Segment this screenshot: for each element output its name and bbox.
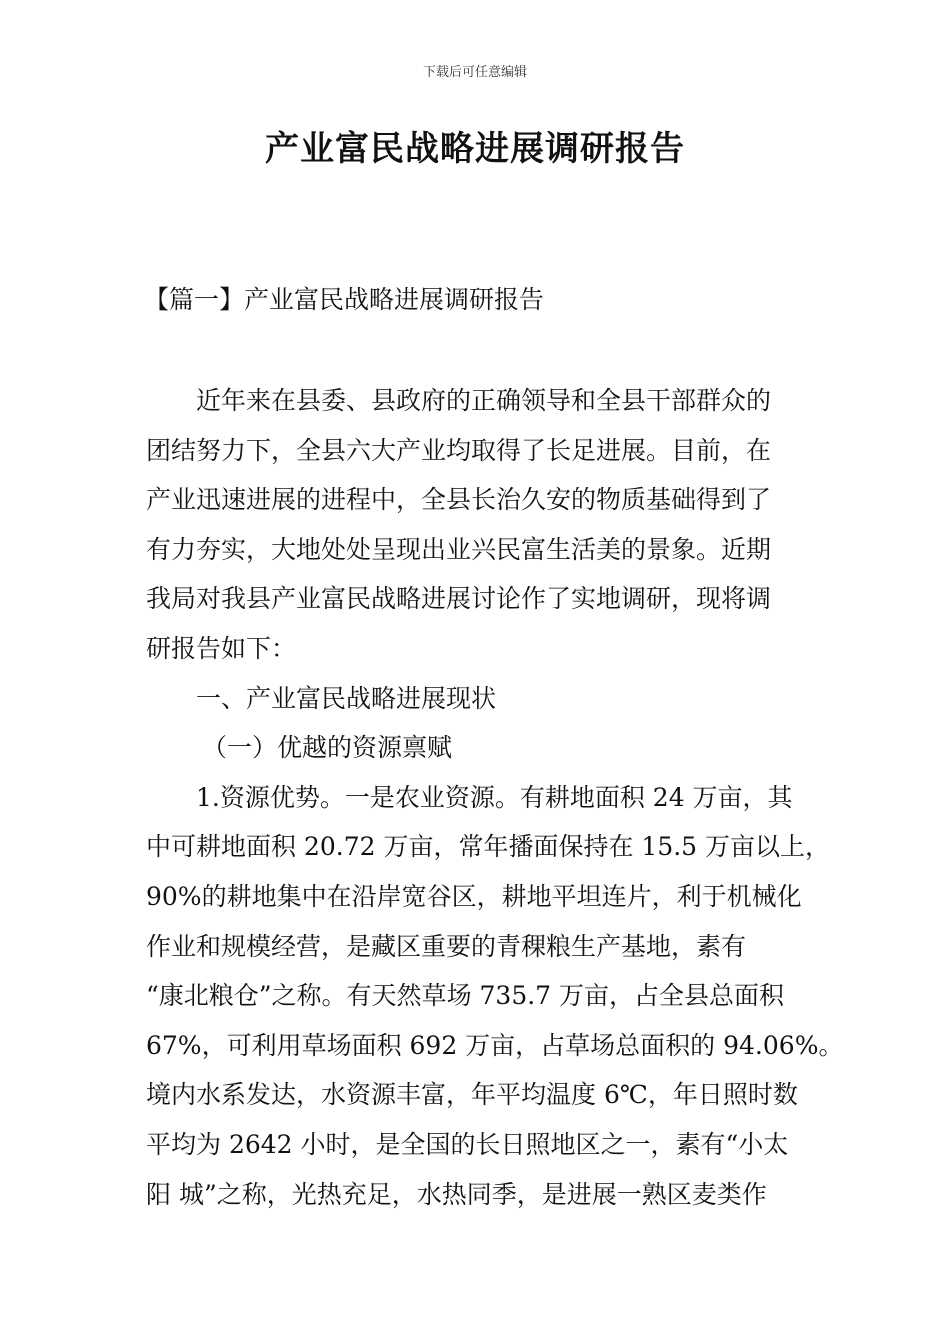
paragraph-line: 中可耕地面积 20.72 万亩，常年播面保持在 15.5 万亩以上， (146, 832, 831, 862)
header-note: 下载后可任意编辑 (422, 65, 527, 80)
subheading-level-2: （一）优越的资源禀赋 (202, 733, 453, 763)
paragraph-line: 1.资源优势。一是农业资源。有耕地面积 24 万亩，其 (196, 782, 793, 812)
paragraph-line: 近年来在县委、县政府的正确领导和全县干部群众的 (196, 386, 772, 415)
paragraph-line: 90%的耕地集中在沿岸宽谷区，耕地平坦连片，利于机械化 (146, 881, 802, 911)
document-title: 产业富民战略进展调研报告 (265, 129, 685, 169)
paragraph-line: 产业迅速进展的进程中，全县长治久安的物质基础得到了 (146, 485, 772, 515)
paragraph-line: 境内水系发达，水资源丰富，年平均温度 6℃，年日照时数 (146, 1080, 798, 1110)
paragraph-line: 研报告如下： (146, 633, 297, 663)
paragraph-line: 团结努力下，全县六大产业均取得了长足进展。目前，在 (146, 435, 772, 465)
subheading-level-1: 一、产业富民战略进展现状 (196, 683, 497, 713)
paragraph-line: “康北粮仓”之称。有天然草场 735.7 万亩，占全县总面积 (146, 981, 785, 1011)
section-heading: 【篇一】产业富民战略进展调研报告 (144, 285, 545, 314)
paragraph-line: 平均为 2642 小时，是全国的长日照地区之一，素有“小太 (146, 1129, 789, 1159)
paragraph-line: 阳 城”之称，光热充足，水热同季，是进展一熟区麦类作 (146, 1179, 767, 1209)
body-text (146, 376, 844, 1219)
paragraph-line: 67%，可利用草场面积 692 万亩，占草场总面积的 94.06%。 (146, 1030, 844, 1060)
paragraph-line: 我局对我县产业富民战略进展讨论作了实地调研，现将调 (146, 584, 772, 614)
paragraph-line: 作业和规模经营，是藏区重要的青稞粮生产基地，素有 (146, 931, 747, 961)
paragraph-line: 有力夯实，大地处处呈现出业兴民富生活美的景象。近期 (146, 534, 772, 564)
